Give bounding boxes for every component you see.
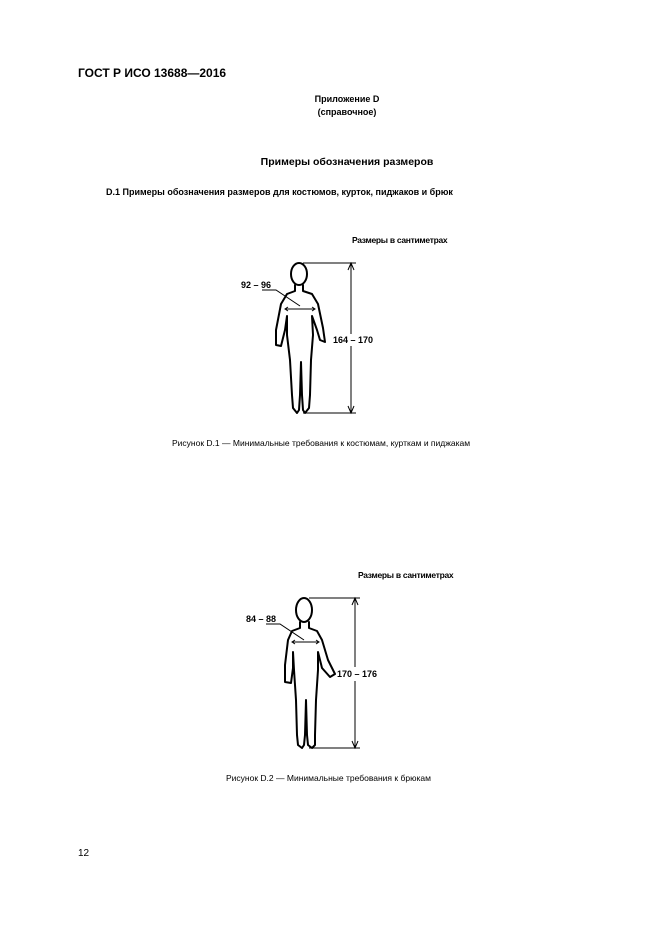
figure-1-chest-label: 92 – 96 (241, 280, 272, 290)
page-number: 12 (78, 848, 90, 859)
figure-2-height-label: 170 – 176 (337, 669, 378, 679)
figure-2-waist-label: 84 – 88 (246, 614, 277, 624)
figure-1-height-label: 164 – 170 (333, 335, 374, 345)
section-title: Примеры обозначения размеров (260, 156, 434, 168)
appendix-title: Приложение D (314, 94, 380, 104)
figure-1-caption: Рисунок D.1 — Минимальные требования к костюмам, курткам и пиджакам (172, 438, 471, 448)
figure-2-caption: Рисунок D.2 — Минимальные требования к брюкам (226, 773, 431, 783)
subsection-title: D.1 Примеры обозначения размеров для костюмов, курток, пиджаков и брюк (106, 187, 453, 197)
figure-2-body-outline (285, 598, 335, 748)
appendix-subtitle: (справочное) (317, 107, 377, 117)
figure-1-units-label: Размеры в сантиметрах (352, 235, 448, 245)
figure-2-units-label: Размеры в сантиметрах (358, 570, 454, 580)
document-header: ГОСТ Р ИСО 13688—2016 (78, 66, 227, 80)
figure-2-waist-leader (266, 624, 319, 644)
